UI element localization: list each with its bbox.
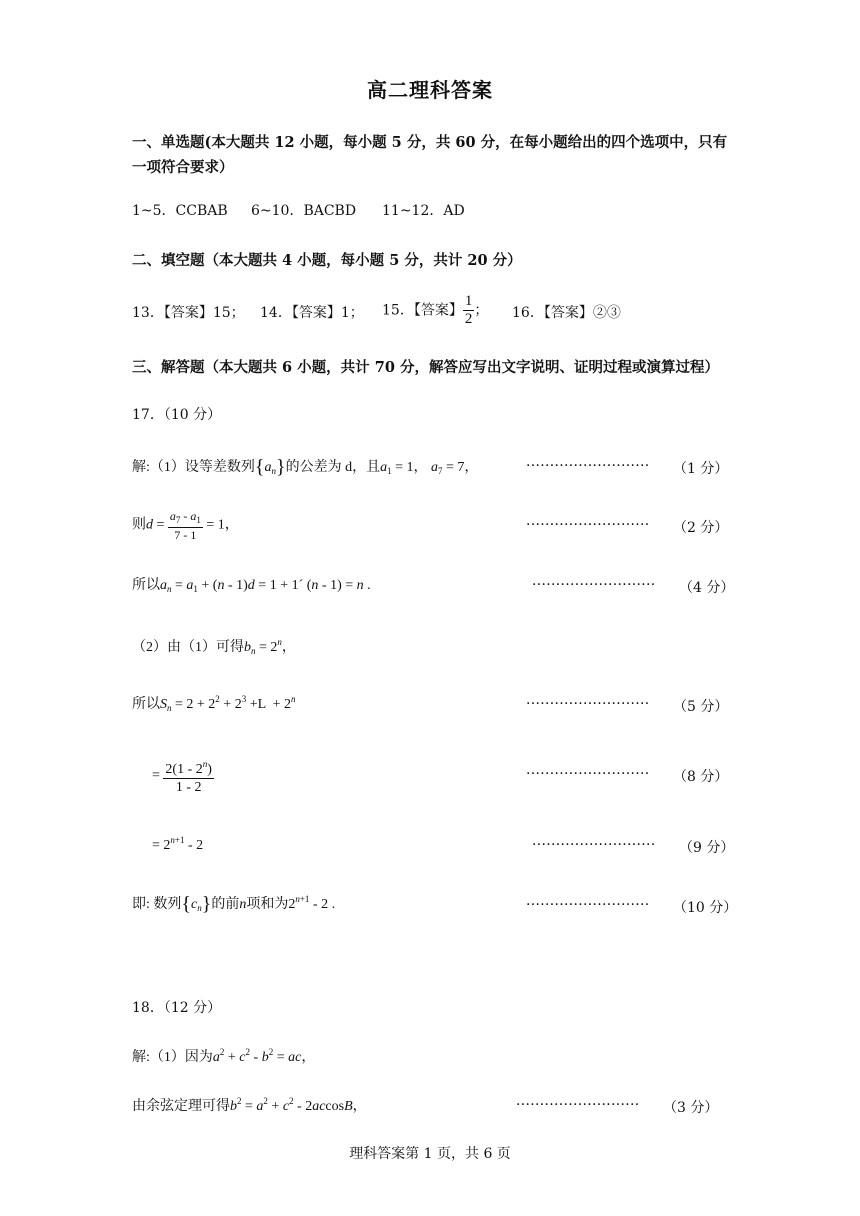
q18-line2-dots [516, 1097, 640, 1113]
q17-line7-score: （9 分） [679, 840, 735, 856]
mc-answers-1-5: 1~5．CCBAB [132, 203, 228, 219]
q17-line1-dots [526, 458, 650, 474]
q17-line7-dots [532, 837, 656, 853]
q17-line2: 则d = $\frac{a_7 - a_1}{7 - 1}$ = 1， [132, 509, 239, 542]
fraction-one-half: $\frac{1}{2}$ [464, 293, 473, 327]
q18-line1: 解:（1）因为$a^2 + c^2 - b^2$ = ac， [132, 1047, 316, 1065]
q17-line8: 即: 数列$\{c_n\}$的前n项和为$2^{n+1} - 2$ . [132, 893, 336, 915]
q18-header: 18．（12 分） [132, 1000, 222, 1016]
q18-line2: 由余弦定理可得$b^2 = a^2 + c^2 - 2accosB$， [132, 1096, 367, 1114]
q17-line4: （2）由（1）可得$b_n = 2^n$， [132, 637, 296, 656]
page-footer: 理科答案第 1 页，共 6 页 [349, 1146, 511, 1162]
fill-answer-14: 14．【答案】1； [260, 305, 364, 321]
q17-line6: = $\frac{2(1 - 2^n)}{1 - 2}$ [152, 756, 214, 796]
q17-line5-dots [526, 696, 650, 712]
q17-line5: 所以$S_n = 2 + 2^2 + 2^3 +L + 2^n$ [132, 694, 296, 713]
q17-line2-score: （2 分） [673, 520, 729, 536]
q17-line3-dots [532, 577, 656, 593]
fill-answer-13: 13．【答案】15； [132, 305, 245, 321]
fill-answer-15: 15．【答案】 $\frac{1}{2}$ ； [382, 293, 489, 327]
section1-heading-line1: 一、单选题(本大题共 12 小题，每小题 5 分，共 60 分，在每小题给出的四个选项中，只有 [132, 134, 728, 151]
q17-line2-dots [526, 517, 650, 533]
fill-answer-15-label: 15．【答案】 [382, 302, 463, 319]
q17-line8-score: （10 分） [673, 900, 738, 916]
fill-answer-16: 16．【答案】②③ [512, 305, 621, 321]
q18-line2-score: （3 分） [663, 1100, 719, 1116]
page-title: 高二理科答案 [367, 78, 493, 102]
q17-line6-score: （8 分） [673, 769, 729, 785]
q17-line7: = $2^{n+1} - 2$ [152, 835, 204, 853]
q17-line8-dots [526, 897, 650, 913]
q17-line3-score: （4 分） [679, 580, 735, 596]
mc-answers-6-10: 6~10．BACBD [251, 203, 357, 219]
section1-heading-line2: 一项符合要求） [132, 159, 234, 176]
q17-line1: 解:（1）设等差数列$\{a_n\}$的公差为 d，且$a_1 = 1$， $a_7 = 7$， [132, 456, 479, 478]
q17-line3: 所以$a_n = a_1 + (n - 1)d = 1$ + 1´ (n - 1) = n . [132, 578, 371, 594]
q17-header: 17．（10 分） [132, 407, 222, 423]
mc-answers-11-12: 11~12．AD [382, 203, 465, 219]
section3-heading: 三、解答题（本大题共 6 小题，共计 70 分，解答应写出文字说明、证明过程或演算过程） [132, 359, 719, 376]
section2-heading: 二、填空题（本大题共 4 小题，每小题 5 分，共计 20 分） [132, 252, 522, 269]
q17-line6-dots [526, 766, 650, 782]
q17-line1-score: （1 分） [673, 461, 729, 477]
q17-line5-score: （5 分） [673, 699, 729, 715]
